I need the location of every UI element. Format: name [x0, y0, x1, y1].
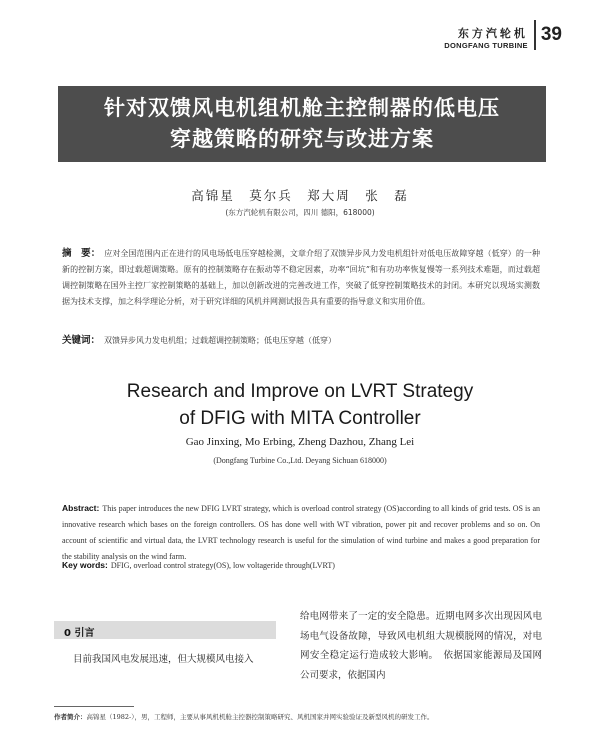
body-text-left-column: 目前我国风电发展迅速，但大规模风电接入 — [73, 654, 254, 665]
keywords-cn — [62, 332, 540, 346]
abstract-cn — [62, 246, 540, 310]
title-en-line-1: Research and Improve on LVRT Strategy — [126, 381, 474, 402]
section-heading-label: 0 引言 — [64, 628, 95, 639]
footnote-text: 高锦星（1982-），男，工程师，主要从事风机机舱主控器控制策略研究、风机国家并网实验验证及新型风机的研发工作。 — [86, 713, 434, 721]
authors-cn: 高锦星 莫尔兵 郑大周 张 磊 — [191, 188, 409, 203]
footnote-label: 作者简介： — [54, 713, 87, 721]
title-en-line-2: of DFIG with MITA Controller — [179, 408, 421, 429]
journal-name-en: DONGFANG TURBINE — [444, 41, 528, 50]
keywords-cn-text: 双馈异步风力发电机组；过载超调控制策略；低电压穿越（低穿） — [104, 336, 337, 345]
abstract-cn-text: 应对全国范围内正在进行的风电场低电压穿越检测，文章介绍了双馈异步风力发电机组针对低电压故障穿越（低穿）的一种新的控制方案，即过载超调策略。原有的控制策略存在振动等不稳定因素，功率“回坑”和有功功率恢复慢等一系列技术难题，而过载超调控制策略在国外主控厂家控制策略的基础上，加以创新改进的完善改进工作，突破了低穿控制策略技术的封闭。本研究以现场实测数据为技术支撑，加之科学理论分析，对于研究详细的风机并网测试报告具有重要的指导意义和实用价值。 — [62, 249, 540, 306]
abstract-cn-label: 摘 要： — [62, 248, 101, 259]
title-cn-line-2: 穿越策略的研究与改进方案 — [170, 127, 434, 151]
affiliation-en: (Dongfang Turbine Co.,Ltd. Deyang Sichuan 618000) — [213, 456, 387, 465]
abstract-en — [62, 500, 540, 565]
abstract-en-text: This paper introduces the new DFIG LVRT strategy, which is overload control strategy (OS)according to all kinds of grid tests. OS is an innovative research which bases on the foreign controllers. OS has done well with WT vibration, power pit and recover problems and so on. On account of scientific and virtual data, the LVRT technology research is useful for the simulation of wind turbine and makes a good preparation for the stability analysis on the wind farm. — [62, 504, 540, 561]
abstract-en-label: Abstract: — [62, 503, 100, 513]
footnote-divider — [54, 706, 134, 707]
keywords-en — [62, 560, 540, 570]
title-cn-line-1: 针对双馈风电机组机舱主控制器的低电压 — [104, 96, 500, 120]
authors-en: Gao Jinxing, Mo Erbing, Zheng Dazhou, Zhang Lei — [185, 436, 415, 448]
title-banner-cn — [58, 86, 546, 162]
keywords-cn-label: 关键词： — [62, 335, 101, 346]
keywords-en-label: Key words: — [62, 560, 108, 570]
journal-name — [444, 27, 528, 50]
keywords-en-text: DFIG, overload control strategy(OS), low voltageride through(LVRT) — [110, 561, 335, 570]
affiliation-cn: (东方汽轮机有限公司，四川 德阳，618000) — [225, 208, 375, 217]
page-number: 39 — [540, 24, 562, 45]
body-text-right-column: 给电网带来了一定的安全隐患。近期电网多次出现因风电场电气设备故障，导致风电机组大规模脱网的情况，对电网安全稳定运行造成较大影响。 依据国家能源局及国网公司要求，依据国内 — [300, 611, 542, 682]
journal-name-cn: 东方汽轮机 — [457, 27, 528, 40]
header-divider — [534, 20, 536, 50]
section-heading-introduction — [54, 621, 276, 639]
author-footnote — [54, 712, 554, 721]
journal-header — [444, 16, 562, 50]
